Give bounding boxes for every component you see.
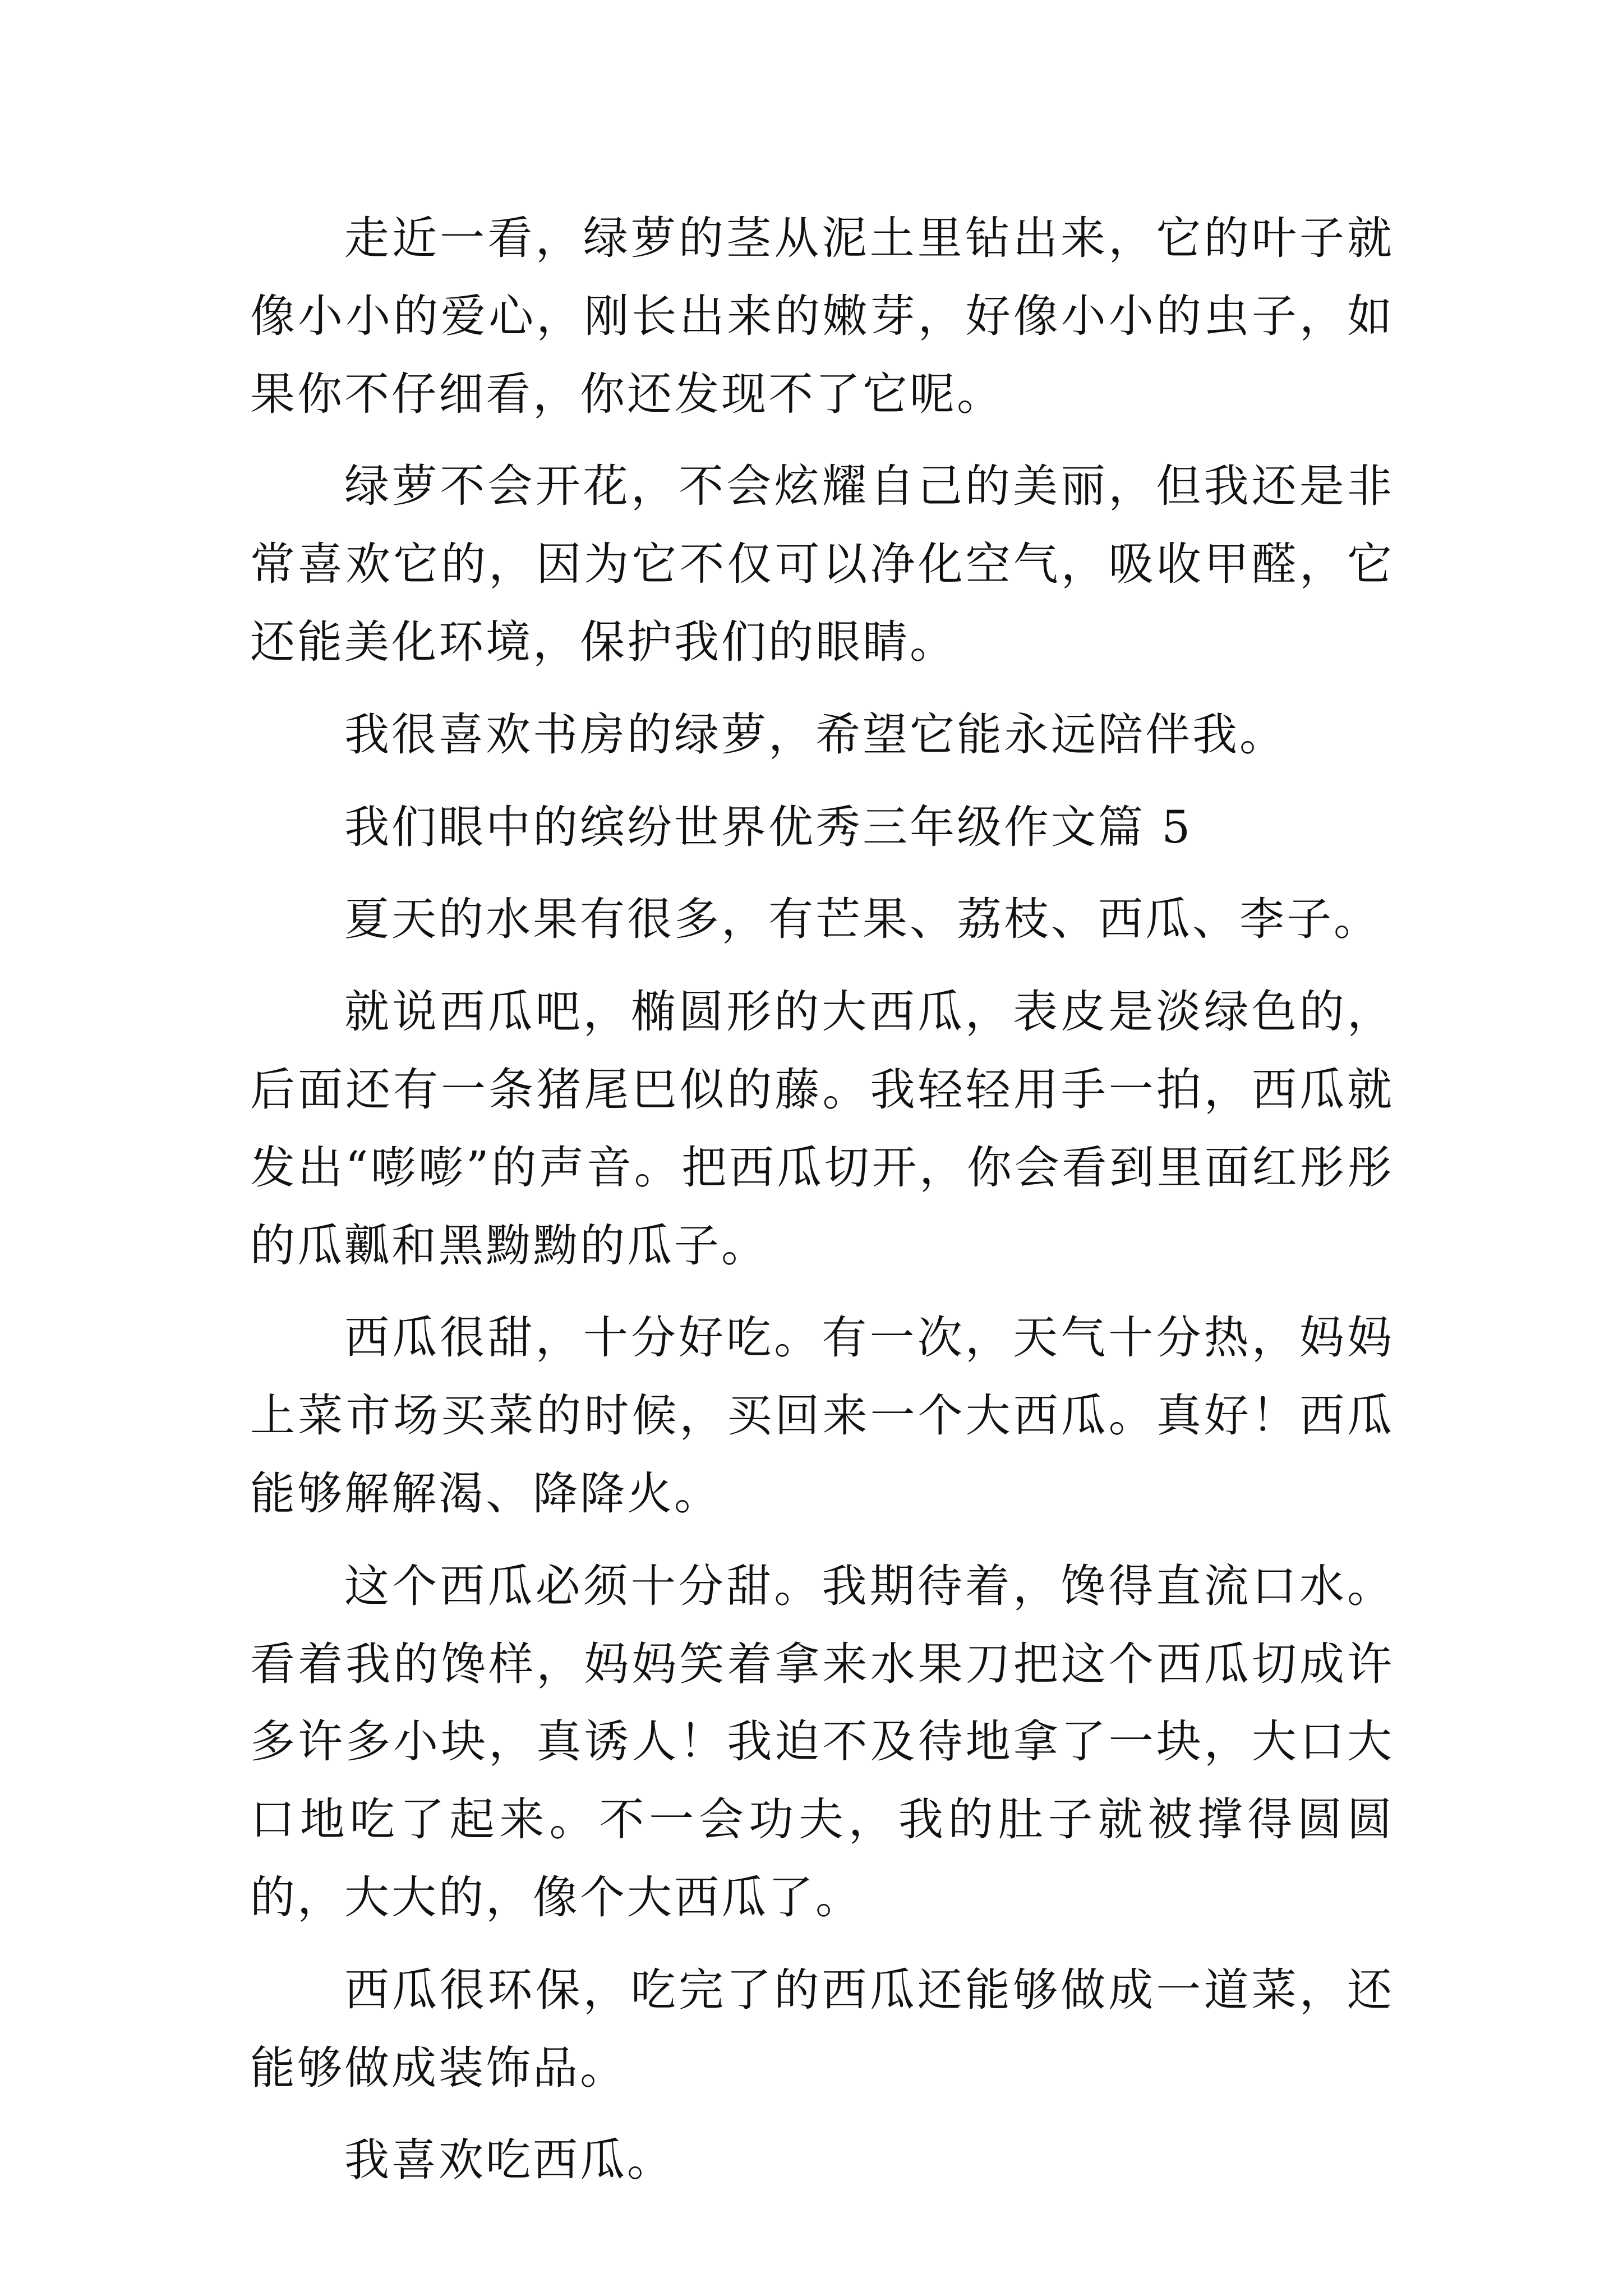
essay-title: 我们眼中的缤纷世界优秀三年级作文篇 5 xyxy=(344,800,1193,853)
paragraph-pothos-close-look: 走近一看，绿萝的茎从泥土里钻出来，它的叶子就像小小的爱心，刚长出来的嫩芽，好像小小的虫子，如果你不仔细看，你还发现不了它呢。 xyxy=(250,212,1394,420)
paragraph-watermelon-eco: 西瓜很环保，吃完了的西瓜还能够做成一道菜，还能够做成装饰品。 xyxy=(250,1963,1394,2094)
paragraph-conclusion: 我喜欢吃西瓜。 xyxy=(344,2134,674,2187)
paragraph-watermelon-eating: 这个西瓜必须十分甜。我期待着，馋得直流口水。看着我的馋样，妈妈笑着拿来水果刀把这个西瓜切成许多许多小块，真诱人！我迫不及待地拿了一块，大口大口地吃了起来。不一会功夫，我的肚子就被撑得圆圆的，大大的，像个大西瓜了。 xyxy=(250,1559,1394,1924)
paragraph-summer-fruits: 夏天的水果有很多，有芒果、荔枝、西瓜、李子。 xyxy=(344,893,1381,946)
paragraph-watermelon-description: 就说西瓜吧，椭圆形的大西瓜，表皮是淡绿色的，后面还有一条猪尾巴似的藤。我轻轻用手一拍，西瓜就发出“嘭嘭”的声音。把西瓜切开，你会看到里面红彤彤的瓜瓤和黑黝黝的瓜子。 xyxy=(250,986,1394,1272)
essay-body xyxy=(250,200,1394,2214)
paragraph-watermelon-sweet: 西瓜很甜，十分好吃。有一次，天气十分热，妈妈上菜市场买菜的时候，买回来一个大西瓜。真好！西瓜能够解解渴、降降火。 xyxy=(250,1312,1394,1520)
paragraph-pothos-companion: 我很喜欢书房的绿萝，希望它能永远陪伴我。 xyxy=(344,708,1287,761)
paragraph-pothos-no-flowers: 绿萝不会开花，不会炫耀自己的美丽，但我还是非常喜欢它的，因为它不仅可以净化空气，吸收甲醛，它还能美化环境，保护我们的眼睛。 xyxy=(250,460,1394,668)
